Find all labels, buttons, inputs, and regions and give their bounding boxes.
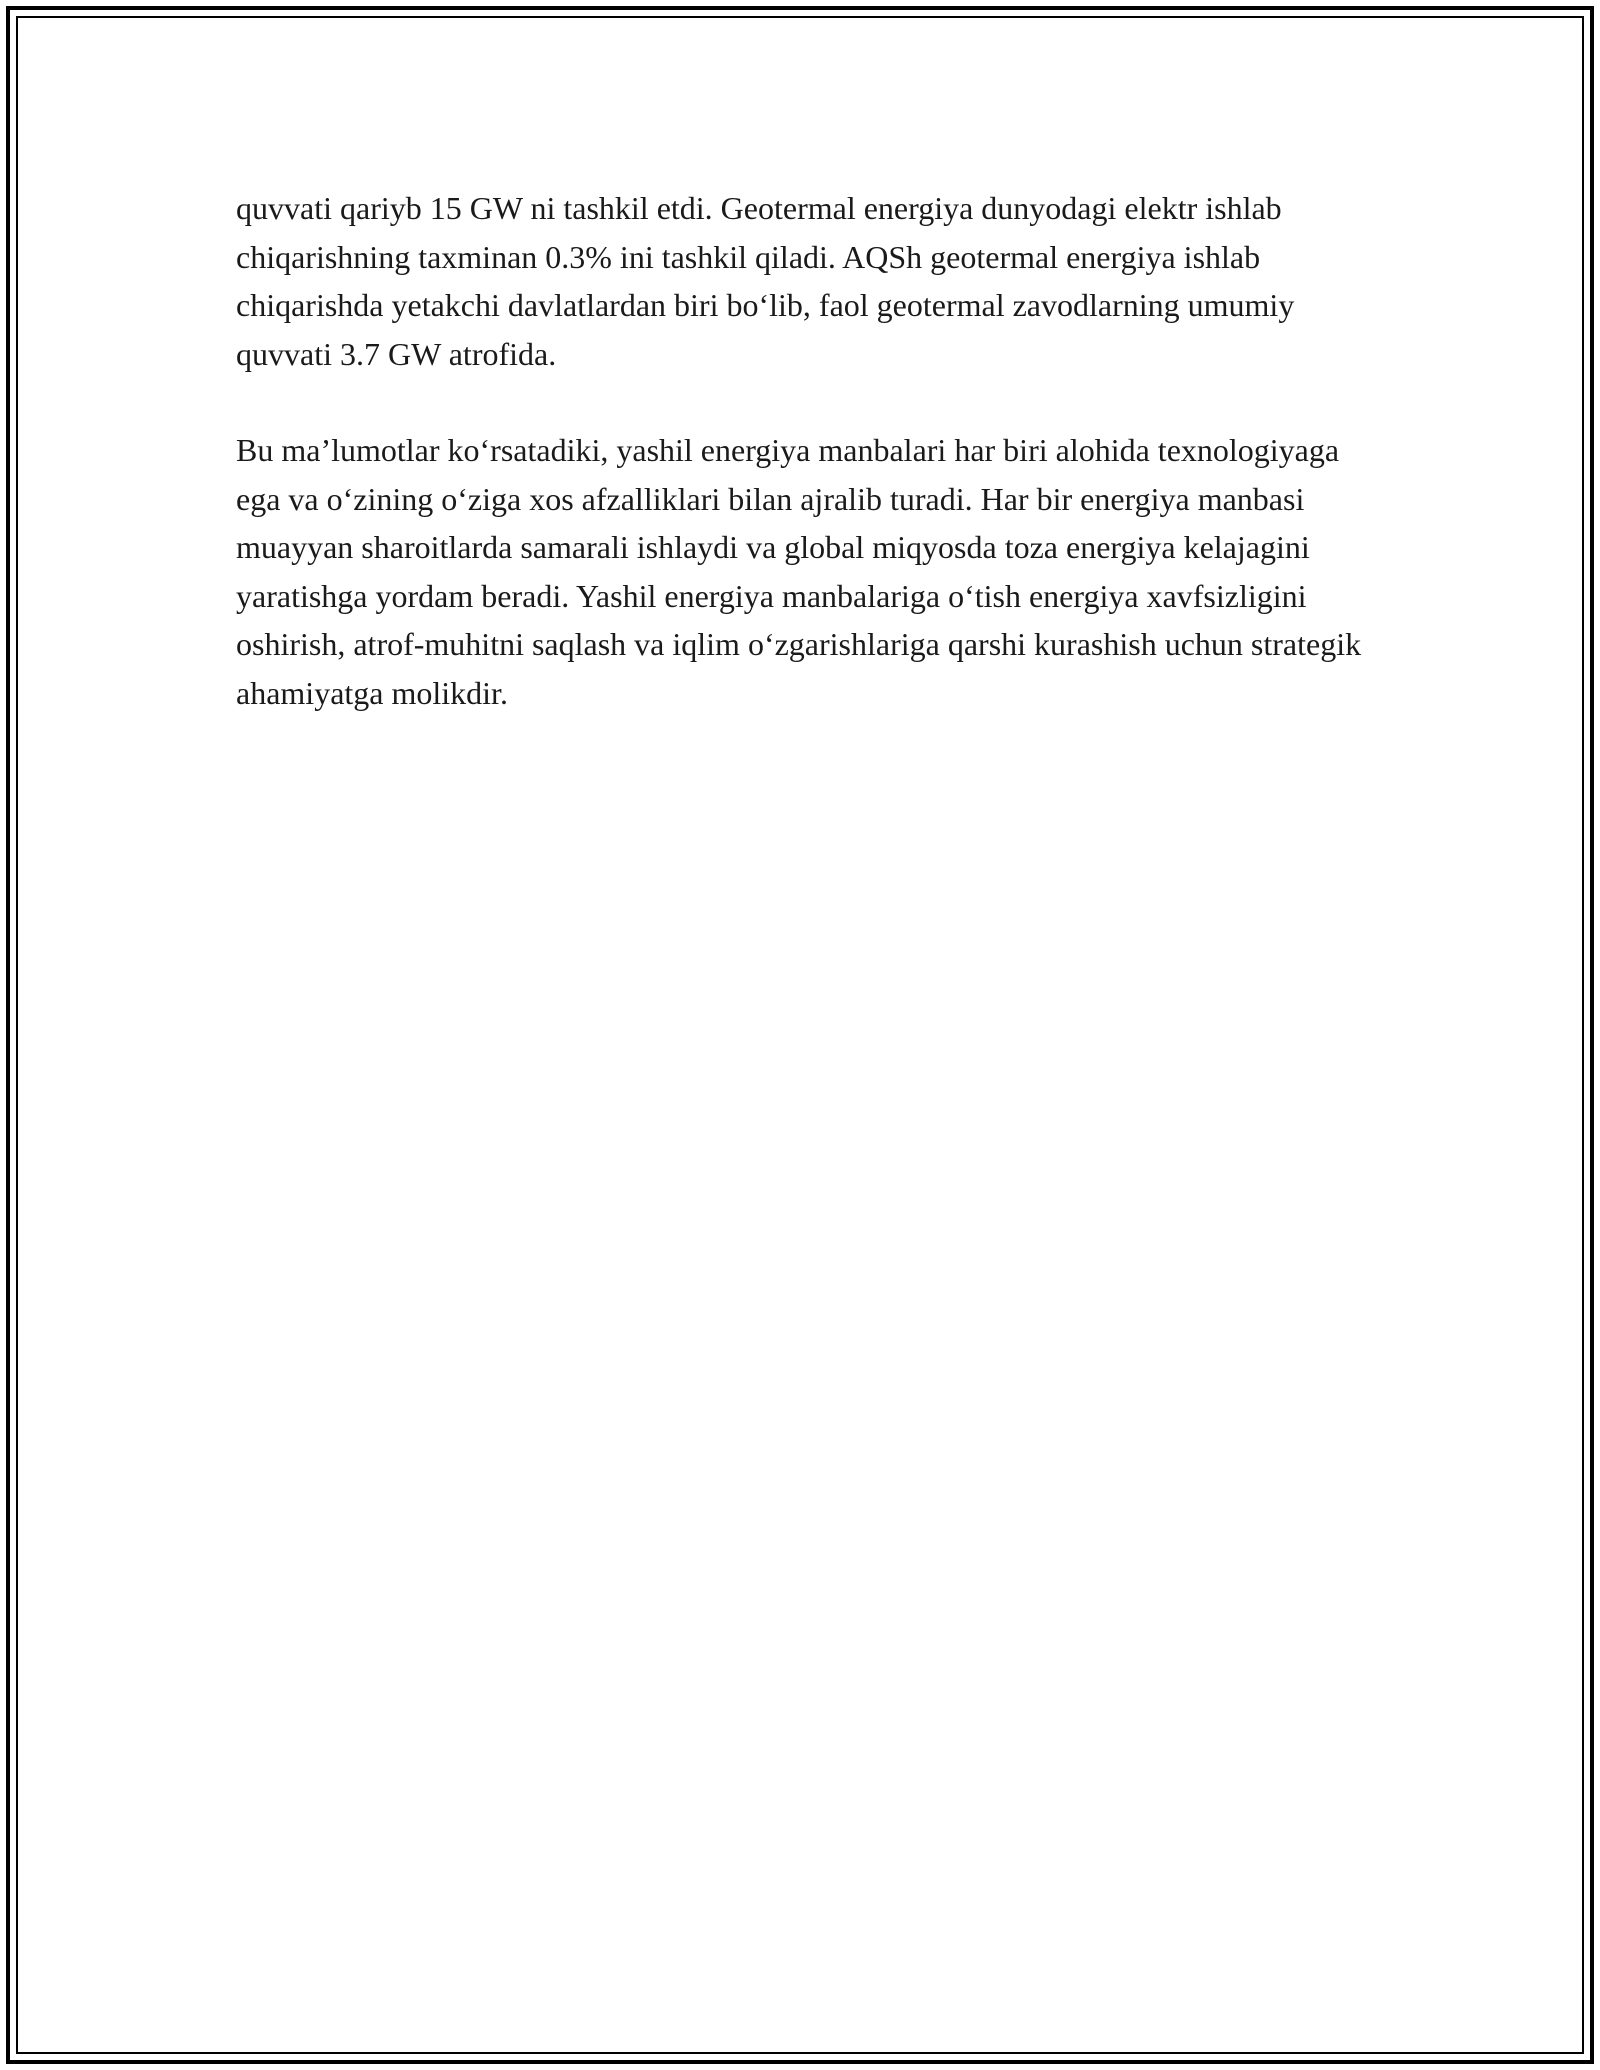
paragraph-conclusion: Bu ma’lumotlar ko‘rsatadiki, yashil energiya manbalari har biri alohida texnologiyaga ega va o‘zining o‘ziga xos afzalliklari bilan ajralib turadi. Har bir energiya manbasi muayyan sharoitlarda samarali ishlaydi va global miqyosda toza energiya kelajagini yaratishga yordam beradi. Yashil energiya manbalariga o‘tish energiya xavfsizligini oshirish, atrof-muhitni saqlash va iqlim o‘zgarishlariga qarshi kurashish uchun strategik ahamiyatga molikdir. [236,432,1362,711]
document-body [236,184,1366,765]
paragraph-geothermal: quvvati qariyb 15 GW ni tashkil etdi. Geotermal energiya dunyodagi elektr ishlab chiqarishning taxminan 0.3% ini tashkil qiladi. AQSh geotermal energiya ishlab chiqarishda yetakchi davlatlardan biri bo‘lib, faol geotermal zavodlarning umumiy quvvati 3.7 GW atrofida. [236,190,1295,372]
